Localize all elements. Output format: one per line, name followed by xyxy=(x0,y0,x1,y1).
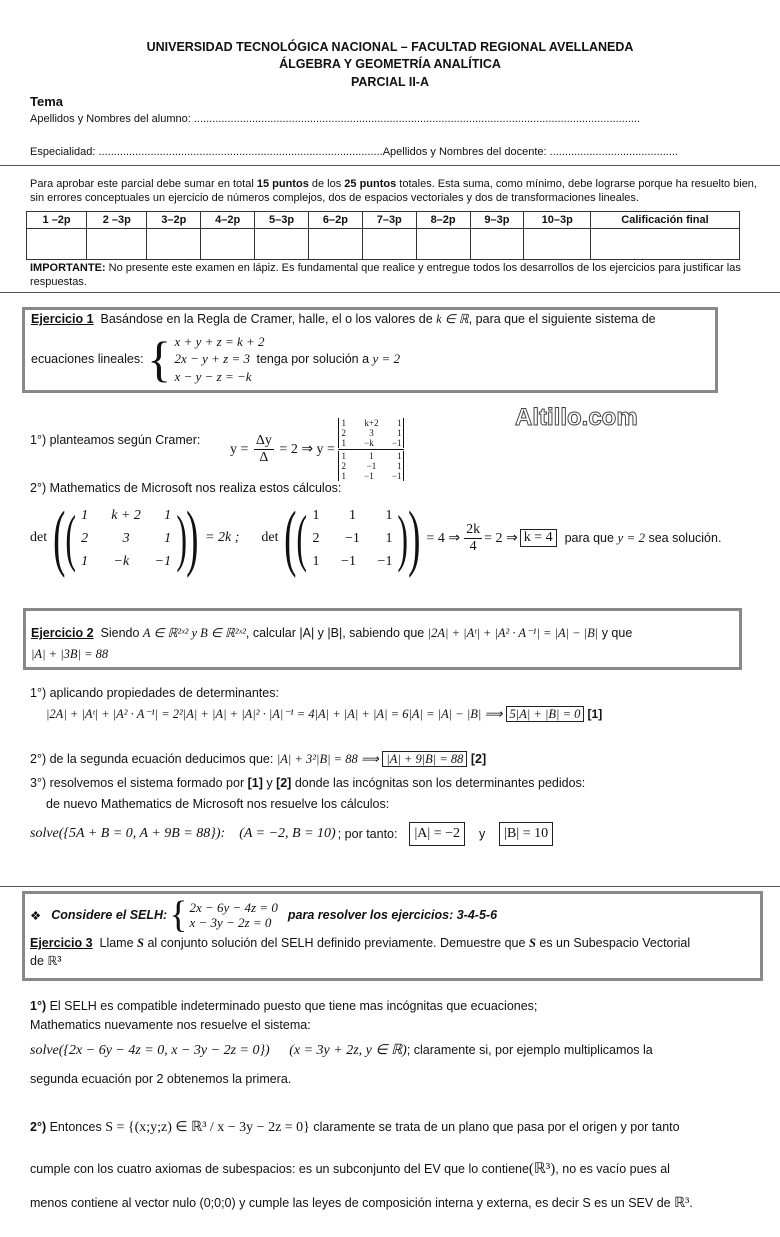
grade-header-4: 4–2p xyxy=(201,212,255,229)
ex3-solve-line: solve({2x − 6y − 4z = 0, x − 3y − 2z = 0}) (x = 3y + 2z, y ∈ ℝ); claramente si, por ejemplo multiplicamos la xyxy=(30,1043,653,1058)
ex2-box-1: 5|A| + |B| = 0 xyxy=(506,706,585,722)
specialty-field: Especialidad: .............................................................................................Apellidos y Nombres del docente: .......................................... xyxy=(30,146,678,158)
grade-header-6: 6–2p xyxy=(308,212,362,229)
divider xyxy=(0,292,780,293)
grade-table-header xyxy=(27,212,740,229)
selh-definition: ❖ Considere el SELH: { 2x − 6y − 4z = 0 x − 3y − 2z = 0 para resolver los ejercicios: 3-4-5-6 xyxy=(30,894,498,936)
eq1: x + y + z = k + 2 xyxy=(174,334,265,349)
grade-header-3: 3–2p xyxy=(147,212,201,229)
eq2: 2x − y + z = 3 tenga por solución a y = 2 xyxy=(174,351,401,366)
exam-title: PARCIAL II-A xyxy=(350,75,429,89)
ex1-determinants: det ( ( 1 k + 2 1 2 3 1 1 −k −1 ) ) = 2k ; det ( ( 1 1 1 2 −1 1 1 −1 −1 ) ) = 4 ⇒ $\frac{2k}{4}$ = 2 ⇒ k = 4 para que y = 2 sea solución. xyxy=(30,497,722,579)
ex3-step2: 2°) Entonces S = {(x;y;z) ∈ ℝ³ / x − 3y − 2z = 0} claramente se trata de un plano que pasa por el origen y por tanto xyxy=(30,1120,680,1135)
watermark-logo: Altillo.com xyxy=(515,404,638,431)
cramer-denominator-det: 1 1 1 2 −1 1 1 −1 −1 xyxy=(338,451,404,481)
ex1-cramer-formula: y = $\frac{\Delta y}{\Delta}$ = 2 ⇒ y = 1 k+2 1 2 3 1 1 −k −1 1 1 1 2 −1 1 1 −1 −1 xyxy=(230,418,404,481)
ex3-step1-line4: segunda ecuación por 2 obtenemos la primera. xyxy=(30,1072,292,1086)
important-note: IMPORTANTE: No presente este examen en lápiz. Es fundamental que realice y entregue todos los desarrollos de los ejercicios para justificar las respuestas. xyxy=(30,262,741,288)
grade-header-1: 1 –2p xyxy=(27,212,87,229)
ex1-step2-label: 2°) Mathematics de Microsoft nos realiza estos cálculos: xyxy=(30,481,342,495)
grade-header-9: 9–3p xyxy=(470,212,524,229)
ex3-step2-line3: menos contiene al vector nulo (0;0;0) y cumple las leyes de composición interna y externa, es decir S es un SEV de ℝ³. xyxy=(30,1196,693,1211)
ex2-step3: 3°) resolvemos el sistema formado por [1] y [2] donde las incógnitas son los determinantes pedidos: xyxy=(30,776,586,790)
grade-header-8: 8–2p xyxy=(416,212,470,229)
ex2-answer-b: |B| = 10 xyxy=(499,822,553,846)
grade-table xyxy=(26,211,740,260)
exercise-1-statement: Ejercicio 1 Basándose en la Regla de Cramer, halle, el o los valores de k ∈ ℝ, para que el siguiente sistema de xyxy=(31,312,656,326)
grade-header-final: Calificación final xyxy=(591,212,740,229)
ex2-step2: 2°) de la segunda ecuación deducimos que: |A| + 3²|B| = 88 ⟹ |A| + 9|B| = 88 [2] xyxy=(30,752,487,766)
exercise-2-statement: Ejercicio 2 Siendo A ∈ ℝ²ˣ² y B ∈ ℝ²ˣ², calcular |A| y |B|, sabiendo que |2A| + |Aᵗ| + |A² · A⁻¹| = |A| − |B| y que |A| + |3B| = 88 xyxy=(31,626,633,661)
instructions: Para aprobar este parcial debe sumar en total 15 puntos de los 25 puntos totales. Esta suma, como mínimo, debe lograrse porque ha resuelto bien, sin errores conceptuales un ejercicio de números complejos, dos de espacios vectoriales y dos de transformaciones lineales. xyxy=(30,178,757,204)
grade-header-5: 5–3p xyxy=(255,212,309,229)
grade-header-7: 7–3p xyxy=(362,212,416,229)
divider xyxy=(0,165,780,166)
grade-table-row xyxy=(27,229,740,260)
diamond-bullet-icon: ❖ xyxy=(30,908,42,923)
exercise-1-system: ecuaciones lineales: { x + y + z = k + 2 2x − y + z = 3 tenga por solución a y = 2 x − y − z = −k xyxy=(31,331,401,387)
exercise-3-statement: Ejercicio 3 Llame S al conjunto solución del SELH definido previamente. Demuestre que S es un Subespacio Vectorial de ℝ³ xyxy=(30,936,691,968)
grade-header-10: 10–3p xyxy=(524,212,591,229)
ex2-box-2: |A| + 9|B| = 88 xyxy=(382,751,467,767)
ex2-step1-equation: |2A| + |Aᵗ| + |A² · A⁻¹| = 2²|A| + |A| + |A|² · |A|⁻¹ = 4|A| + |A| + |A| = 6|A| = |A| − |B| ⟹ 5|A| + |B| = 0 [1] xyxy=(46,707,603,721)
ex2-step1-label: 1°) aplicando propiedades de determinantes: xyxy=(30,686,279,700)
tema-label: Tema xyxy=(30,94,63,109)
det1-matrix: 1 k + 2 1 2 3 1 1 −k −1 xyxy=(81,507,172,569)
cramer-numerator-det: 1 k+2 1 2 3 1 1 −k −1 xyxy=(338,418,404,448)
divider xyxy=(0,886,780,887)
ex3-step2-line2: cumple con los cuatro axiomas de subespacios: es un subconjunto del EV que lo contiene(ℝ³), no es vacío pues al xyxy=(30,1161,670,1177)
ex2-step3-line2: de nuevo Mathematics de Microsoft nos resuelve los cálculos: xyxy=(46,797,390,811)
ex2-answer-a: |A| = −2 xyxy=(409,822,465,846)
ex3-step1-line2: Mathematics nuevamente nos resuelve el sistema: xyxy=(30,1018,311,1032)
student-name-field: Apellidos y Nombres del alumno: .................................................................................................................................................. xyxy=(30,113,641,125)
subject-title: ÁLGEBRA Y GEOMETRÍA ANALÍTICA xyxy=(279,57,501,71)
ex1-step1-label: 1°) planteamos según Cramer: xyxy=(30,433,201,447)
ex2-solve-line: solve({5A + B = 0, A + 9B = 88}): (A = −2, B = 10) ; por tanto: |A| = −2 y |B| = 10 xyxy=(30,822,553,846)
ex3-step1: 1°) El SELH es compatible indeterminado puesto que tiene mas incógnitas que ecuaciones; xyxy=(30,999,538,1013)
eq3: x − y − z = −k xyxy=(174,369,252,384)
university-title: UNIVERSIDAD TECNOLÓGICA NACIONAL – FACULTAD REGIONAL AVELLANEDA xyxy=(146,40,634,54)
det2-matrix: 1 1 1 2 −1 1 1 −1 −1 xyxy=(312,507,393,569)
grade-header-2: 2 –3p xyxy=(87,212,147,229)
ex1-answer-box: k = 4 xyxy=(520,529,557,547)
